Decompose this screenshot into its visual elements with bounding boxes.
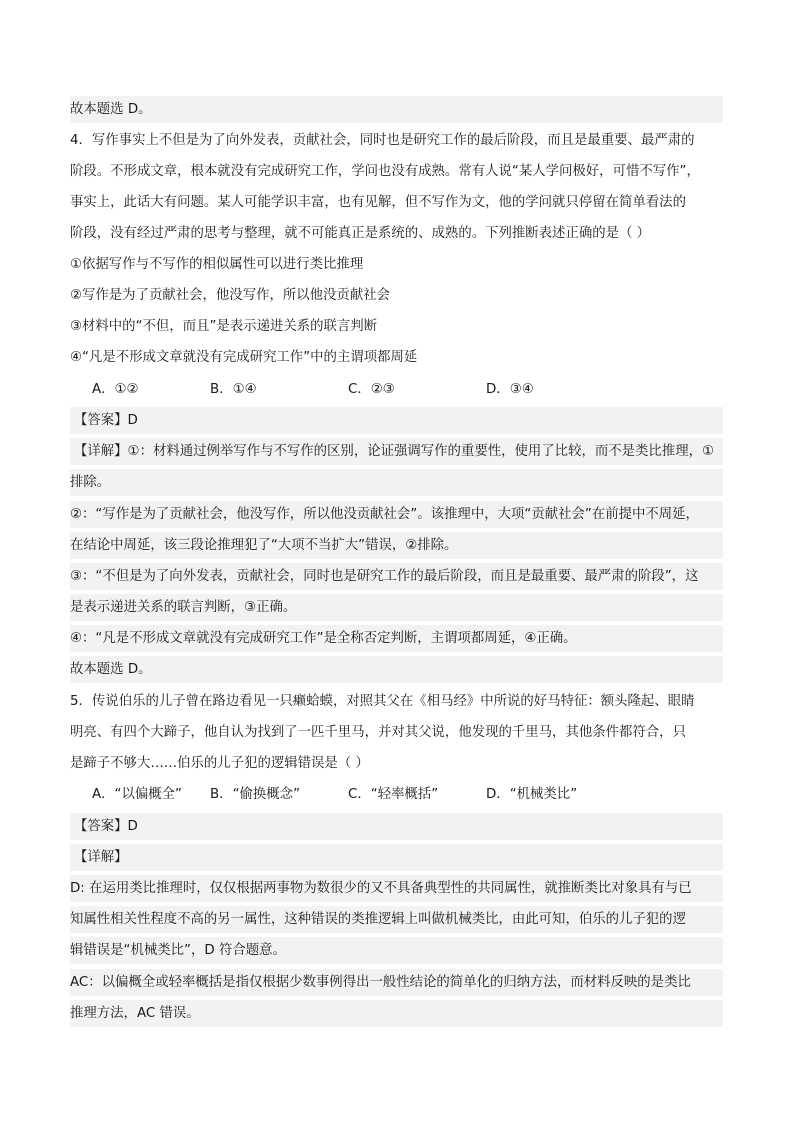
option-d: D．③④ <box>486 382 534 397</box>
option-b: B．①④ <box>210 382 257 397</box>
question-4-stem: 事实上，此话大有问题。某人可能学识丰富，也有见解，但不写作为文，他的学问就只停留在简单看法的 <box>70 195 686 210</box>
explanation-line: ②：“写作是为了贡献社会，他没写作，所以他没贡献社会”。该推理中，大项“贡献社会”在前提中不周延， <box>70 501 723 528</box>
explanation-line: 推理方法，AC 错误。 <box>70 1000 723 1027</box>
explanation-line: 排除。 <box>70 469 723 496</box>
explanation-line: ④：“凡是不形成文章就没有完成研究工作”是全称否定判断，主谓项都周延，④正确。 <box>70 625 723 652</box>
option-c: C．“轻率概括” <box>348 787 439 802</box>
explanation-line: D: 在运用类比推理时，仅仅根据两事物为数很少的又不具备典型性的共同属性，就推断类比对象具有与已 <box>70 875 723 902</box>
statement-1: ①依据写作与不写作的相似属性可以进行类比推理 <box>70 257 364 272</box>
conclusion-line: 故本题选 D。 <box>70 656 723 683</box>
answer-label: 【答案】D <box>70 407 723 434</box>
explanation-line: 是表示递进关系的联言判断，③正确。 <box>70 594 723 621</box>
option-a: A．“以偏概全” <box>92 787 182 802</box>
statement-2: ②写作是为了贡献社会，他没写作，所以他没贡献社会 <box>70 288 390 303</box>
option-a: A．①② <box>92 382 139 397</box>
question-5-stem: 是蹄子不够大……伯乐的儿子犯的逻辑错误是（ ） <box>70 756 369 771</box>
explanation-line: 在结论中周延，该三段论推理犯了“大项不当扩大”错误，②排除。 <box>70 532 723 559</box>
option-d: D．“机械类比” <box>486 787 578 802</box>
explanation-line: 辑错误是“机械类比”，D 符合题意。 <box>70 937 723 964</box>
explanation-line: 知属性相关性程度不高的另一属性，这种错误的类推逻辑上叫做机械类比，由此可知，伯乐的儿子犯的逻 <box>70 906 723 933</box>
question-5-stem: 明亮、有四个大蹄子，他自认为找到了一匹千里马，并对其父说，他发现的千里马，其他条件都符合，只 <box>70 725 686 740</box>
option-b: B．“偷换概念” <box>210 787 301 802</box>
explanation-line: ③：“不但是为了向外发表，贡献社会，同时也是研究工作的最后阶段，而且是最重要、最严肃的阶段”，这 <box>70 563 723 590</box>
option-c: C．②③ <box>348 382 395 397</box>
explanation-label: 【详解】 <box>70 844 723 871</box>
question-5-stem: 5．传说伯乐的儿子曾在路边看见一只癞蛤蟆，对照其父在《相马经》中所说的好马特征：额头隆起、眼睛 <box>70 694 695 709</box>
explanation-line: 【详解】①：材料通过例举写作与不写作的区别，论证强调写作的重要性，使用了比较，而不是类比推理，① <box>70 438 723 465</box>
statement-4: ④“凡是不形成文章就没有完成研究工作”中的主谓项都周延 <box>70 350 418 365</box>
answer-label: 【答案】D <box>70 813 723 840</box>
question-5-options <box>70 781 723 808</box>
question-4-stem: 4．写作事实上不但是为了向外发表，贡献社会，同时也是研究工作的最后阶段，而且是最重要、最严肃的 <box>70 133 695 148</box>
conclusion-line: 故本题选 D。 <box>70 96 723 123</box>
statement-3: ③材料中的“不但，而且”是表示递进关系的联言判断 <box>70 319 378 334</box>
explanation-line: AC：以偏概全或轻率概括是指仅根据少数事例得出一般性结论的简单化的归纳方法，而材料反映的是类比 <box>70 969 723 996</box>
question-4-stem: 阶段，没有经过严肃的思考与整理，就不可能真正是系统的、成熟的。下列推断表述正确的是（ ） <box>70 226 651 241</box>
question-4-stem: 阶段。不形成文章，根本就没有完成研究工作，学问也没有成熟。常有人说“某人学问极好，可惜不写作”， <box>70 164 700 179</box>
question-4-options <box>70 376 723 403</box>
